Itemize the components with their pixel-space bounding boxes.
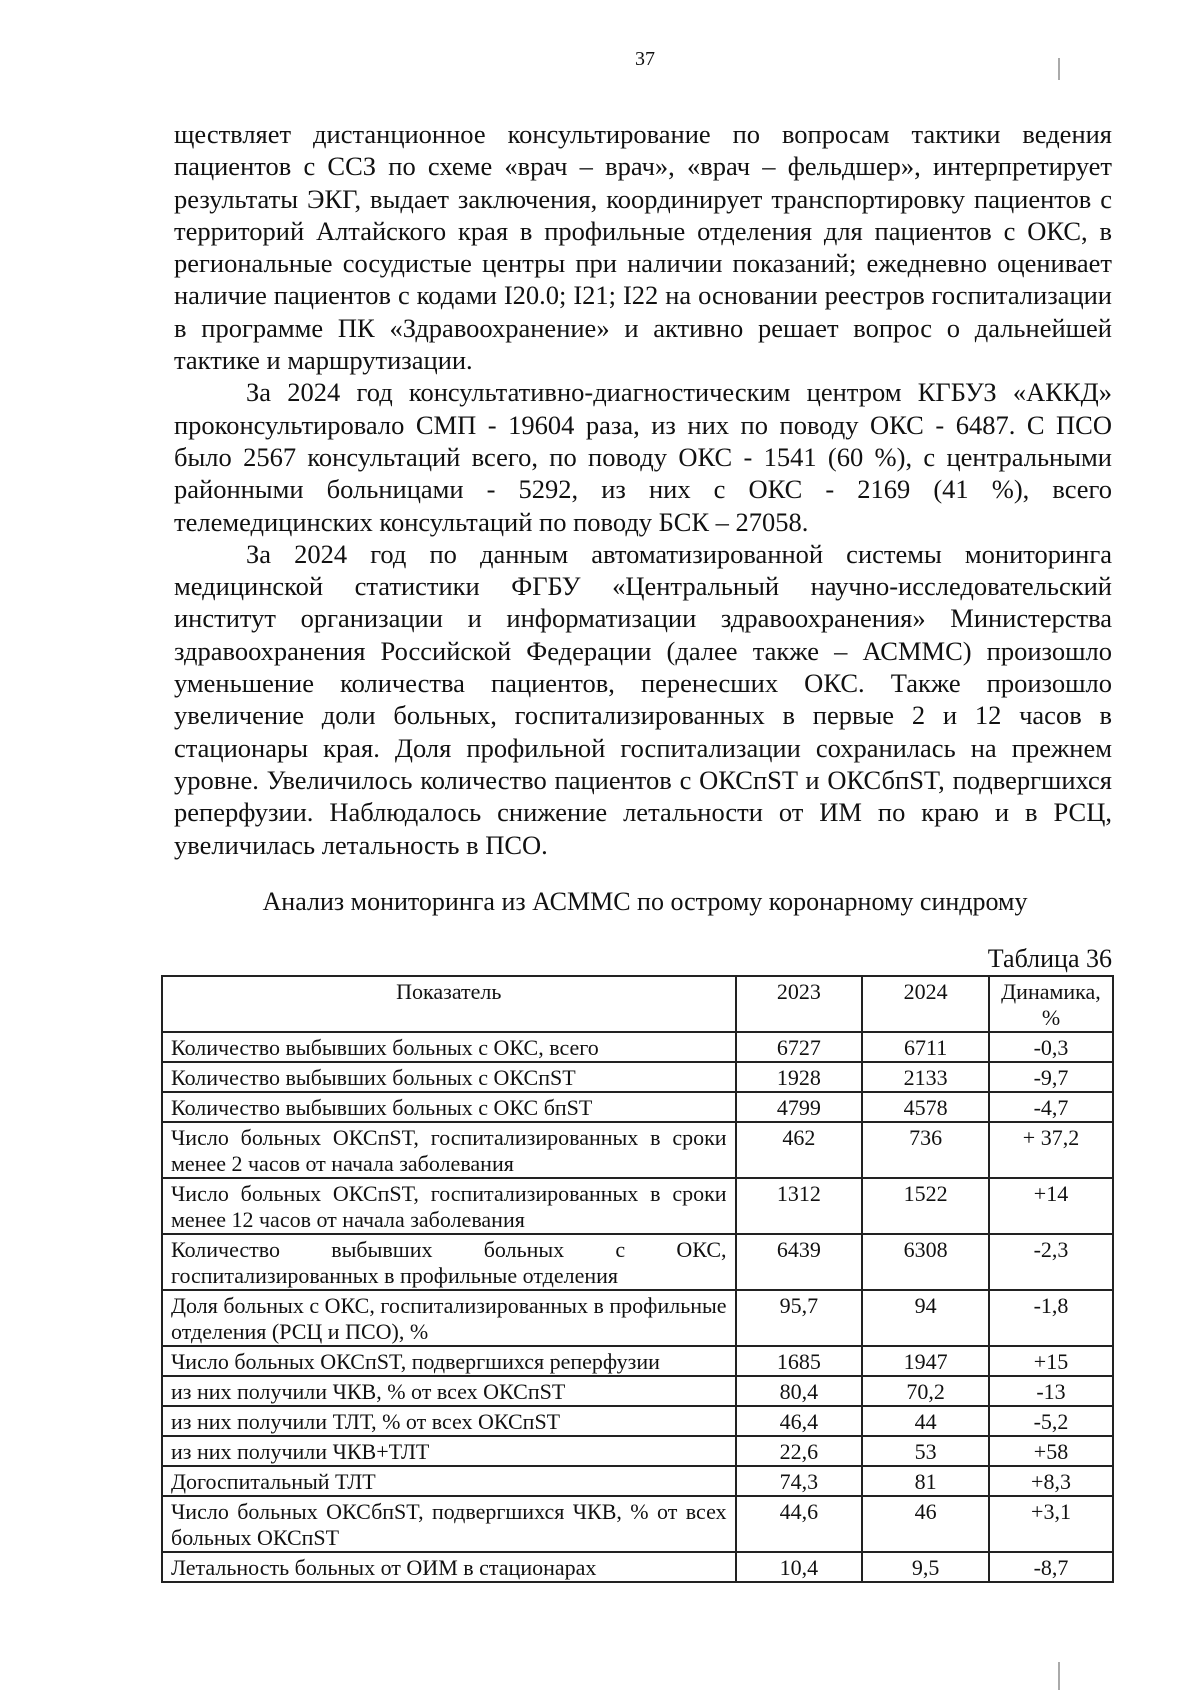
scan-mark [1058,1662,1060,1690]
cell-2023: 10,4 [736,1552,863,1582]
paragraph: За 2024 год по данным автоматизированной системы мониторинга медицинской статистики ФГБУ «Центральный научно-исследовательский институт организации и информатизации здравоохранения» Министерства здравоохранения Российской Федерации (далее также – АСММС) произошло уменьшение количества пациентов, перенесших ОКС. Также произошло увеличение доли больных, госпитализированных в первые 2 и 12 часов в стационары края. Доля профильной госпитализации сохранилась на прежнем уровне. Увеличилось количество пациентов с ОКСпST и ОКСбпST, подвергшихся реперфузии. Наблюдалось снижение летальности от ИМ по краю и в РСЦ, увеличилась летальность в ПСО. [174,538,1112,860]
paragraph: За 2024 год консультативно-диагностическим центром КГБУЗ «АККД» проконсультировало СМП - 19604 раза, из них по поводу ОКС - 6487. С ПСО было 2567 консультаций всего, по поводу ОКС - 1541 (60 %), с центральными районными больницами - 5292, из них с ОКС - 2169 (41 %), всего телемедицинских консультаций по поводу БСК – 27058. [174,377,1112,537]
cell-2024: 53 [862,1436,989,1466]
cell-dynamics: -1,8 [989,1290,1113,1346]
cell-indicator: Число больных ОКСбпST, подвергшихся ЧКВ, % от всех больных ОКСпST [162,1496,736,1552]
data-table [161,975,1114,1583]
header-indicator: Показатель [162,976,736,1032]
table-row [162,1466,1113,1496]
cell-indicator: из них получили ЧКВ+ТЛТ [162,1436,736,1466]
table-row [162,1122,1113,1178]
cell-dynamics: -0,3 [989,1032,1113,1062]
cell-dynamics: -2,3 [989,1234,1113,1290]
cell-dynamics: -4,7 [989,1092,1113,1122]
header-dynamics: Динамика, % [989,976,1113,1032]
cell-2023: 1685 [736,1346,863,1376]
cell-2024: 94 [862,1290,989,1346]
cell-indicator: Число больных ОКСпST, госпитализированных в сроки менее 12 часов от начала заболевания [162,1178,736,1234]
table-caption: Анализ мониторинга из АСММС по острому коронарному синдрому [262,887,1028,916]
cell-indicator: Доля больных с ОКС, госпитализированных в профильные отделения (РСЦ и ПСО), % [162,1290,736,1346]
cell-2023: 95,7 [736,1290,863,1346]
cell-2024: 9,5 [862,1552,989,1582]
table-header-row [162,976,1113,1032]
cell-indicator: Количество выбывших больных с ОКС бпST [162,1092,736,1122]
page-number: 37 [635,48,655,70]
table-row [162,1496,1113,1552]
cell-indicator: Число больных ОКСпST, госпитализированных в сроки менее 2 часов от начала заболевания [162,1122,736,1178]
cell-2023: 4799 [736,1092,863,1122]
table-row [162,1092,1113,1122]
table-row [162,1178,1113,1234]
cell-2023: 46,4 [736,1406,863,1436]
cell-2023: 74,3 [736,1466,863,1496]
cell-2023: 1928 [736,1062,863,1092]
cell-indicator: Количество выбывших больных с ОКС, госпитализированных в профильные отделения [162,1234,736,1290]
cell-2023: 462 [736,1122,863,1178]
cell-2023: 44,6 [736,1496,863,1552]
cell-indicator: Догоспитальный ТЛТ [162,1466,736,1496]
cell-indicator: Количество выбывших больных с ОКСпST [162,1062,736,1092]
scan-mark [1058,58,1060,80]
cell-2024: 1947 [862,1346,989,1376]
cell-dynamics: +15 [989,1346,1113,1376]
cell-indicator: из них получили ТЛТ, % от всех ОКСпST [162,1406,736,1436]
table-row [162,1032,1113,1062]
cell-dynamics: +58 [989,1436,1113,1466]
table-row [162,1290,1113,1346]
cell-dynamics: + 37,2 [989,1122,1113,1178]
cell-2024: 46 [862,1496,989,1552]
table-row [162,1346,1113,1376]
table-row [162,1406,1113,1436]
cell-2024: 6711 [862,1032,989,1062]
header-2023: 2023 [736,976,863,1032]
cell-2023: 22,6 [736,1436,863,1466]
cell-2023: 6439 [736,1234,863,1290]
cell-indicator: Летальность больных от ОИМ в стационарах [162,1552,736,1582]
table-row [162,1552,1113,1582]
cell-2024: 6308 [862,1234,989,1290]
cell-indicator: из них получили ЧКВ, % от всех ОКСпST [162,1376,736,1406]
cell-2024: 81 [862,1466,989,1496]
cell-2023: 1312 [736,1178,863,1234]
cell-2023: 80,4 [736,1376,863,1406]
header-2024: 2024 [862,976,989,1032]
cell-dynamics: -5,2 [989,1406,1113,1436]
table-row [162,1234,1113,1290]
cell-indicator: Количество выбывших больных с ОКС, всего [162,1032,736,1062]
body-text [174,118,1112,861]
table-label: Таблица 36 [987,944,1112,973]
cell-2024: 44 [862,1406,989,1436]
cell-dynamics: -9,7 [989,1062,1113,1092]
cell-dynamics: +14 [989,1178,1113,1234]
paragraph: ществляет дистанционное консультирование по вопросам тактики ведения пациентов с ССЗ по схеме «врач – врач», «врач – фельдшер», интерпретирует результаты ЭКГ, выдает заключения, координирует транспортировку пациентов с территорий Алтайского края в профильные отделения для пациентов с ОКС, в региональные сосудистые центры при наличии показаний; ежедневно оценивает наличие пациентов с кодами I20.0; I21; I22 на основании реестров госпитализации в программе ПК «Здравоохранение» и активно решает вопрос о дальнейшей тактике и маршрутизации. [174,119,1112,376]
cell-2024: 70,2 [862,1376,989,1406]
cell-dynamics: +8,3 [989,1466,1113,1496]
table-row [162,1062,1113,1092]
cell-2024: 4578 [862,1092,989,1122]
cell-2024: 736 [862,1122,989,1178]
cell-dynamics: +3,1 [989,1496,1113,1552]
cell-dynamics: -8,7 [989,1552,1113,1582]
cell-2023: 6727 [736,1032,863,1062]
cell-2024: 1522 [862,1178,989,1234]
table-row [162,1376,1113,1406]
cell-2024: 2133 [862,1062,989,1092]
cell-indicator: Число больных ОКСпST, подвергшихся реперфузии [162,1346,736,1376]
cell-dynamics: -13 [989,1376,1113,1406]
table-row [162,1436,1113,1466]
